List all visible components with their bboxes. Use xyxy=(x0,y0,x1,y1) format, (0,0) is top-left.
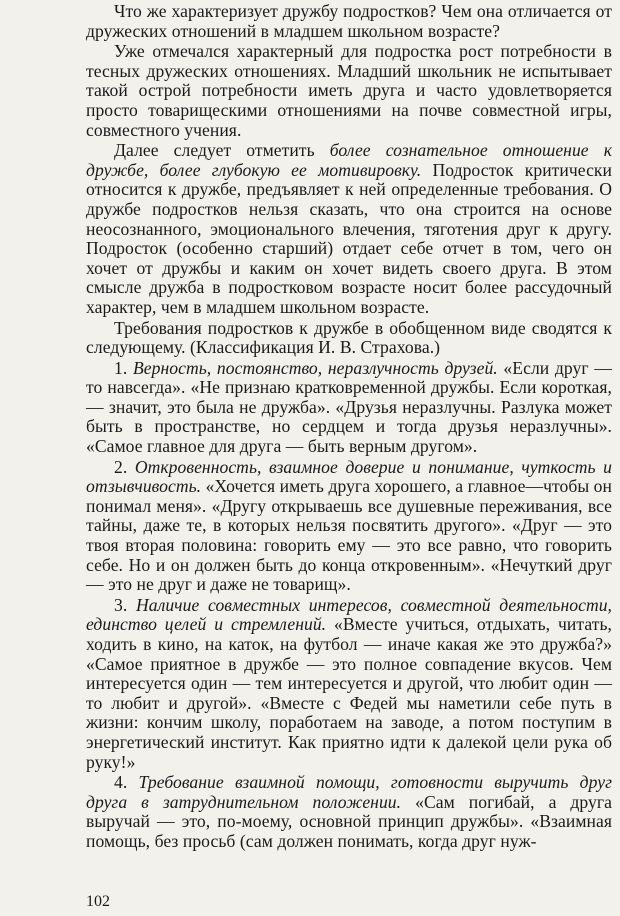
text-segment: 2. xyxy=(114,456,135,477)
page-number: 102 xyxy=(86,893,110,910)
text-segment: Требования подростков к дружбе в обобщенном виде сводятся к следующему. (Классификация И. В. Страхова.) xyxy=(86,317,612,358)
paragraph xyxy=(86,141,612,317)
italic-text: Откровенность, взаимное доверие и понимание, чуткость и отзывчивость. xyxy=(86,456,612,497)
paragraph xyxy=(86,596,612,772)
paragraph xyxy=(86,2,612,41)
text-segment: Уже отмечался характерный для подростка рост потребности в тесных дружеских отношениях. Младший школьник не испытывает такой острой потребности иметь друга и часто удовлетворяется просто товарищескими отношениями на почве совместной игры, совместного учения. xyxy=(86,41,612,140)
text-segment: 1. xyxy=(114,357,133,378)
text-segment: «Сам погибай, а друга выручай — это, по-моему, основной принцип дружбы». «Взаимная помощь, без просьб (сам должен понимать, когда друг нуж- xyxy=(86,791,613,851)
text-segment: «Вместе учиться, отдыхать, читать, ходить в кино, на каток, на футбол — иначе какая же это дружба?» «Самое приятное в дружбе — это полное совпадение вкусов. Чем интересуется один — тем интересуется и другой, что любит один — то любит и другой». «Вместе с Федей мы наметили себе путь в жизни: кончим школу, поработаем на заводе, а потом поступим в энергетический институт. Как приятно идти к далекой цели рука об руку!» xyxy=(86,614,613,772)
italic-text: Верность, постоянство, неразлучность друзей. xyxy=(132,357,498,378)
paragraph xyxy=(86,359,612,457)
paragraph xyxy=(86,42,612,140)
text-segment: «Хочется иметь друга хорошего, а главное—чтобы он понимал меня». «Другу открываешь все душевные переживания, все тайны, даже те, в которых нельзя посвятить другого». «Друг — это твоя вторая половина: говорить ему — это все равно, что говорить себе. Но и он должен быть до конца откровенным». «Нечуткий друг — это не друг и даже не товарищ». xyxy=(86,476,612,595)
text-segment: Далее следует отметить xyxy=(114,140,330,161)
text-segment: 3. xyxy=(114,594,136,615)
page-text xyxy=(86,2,612,852)
text-segment: Что же характеризует дружбу подростков? Чем она отличается от дружеских отношений в младшем школьном возрасте? xyxy=(86,1,612,41)
text-segment: 4. xyxy=(114,772,139,793)
paragraph xyxy=(86,458,612,595)
italic-text: Требование взаимной помощи, готовности выручить друг друга в затруднительном положении. xyxy=(86,772,612,812)
text-segment: Подросток критически относится к дружбе, предъявляет к ней определенные требования. О дружбе подростков нельзя сказать, что она строится на основе неосознанного, эмоционального влечения, тяготения друг к другу. Подросток (особенно старший) отдает себе отчет в том, чего он хочет от дружбы и каким он хочет видеть своего друга. В этом смысле дружба в подростковом возрасте носит более рассудочный характер, чем в младшем школьном возрасте. xyxy=(86,159,612,317)
italic-text: более сознательное отношение к дружбе, более глубокую ее мотивировку. xyxy=(86,140,612,180)
text-segment: «Если друг — то навсегда». «Не признаю кратковременной дружбы. Если короткая, — значит, это была не дружба». «Друзья неразлучны. Разлука может быть в пространстве, но сердцем и тогда друзья неразлучны». «Самое главное для друга — быть верным другом». xyxy=(86,357,612,457)
italic-text: Наличие совместных интересов, совместной деятельности, единство целей и стремлений. xyxy=(86,594,612,635)
paragraph xyxy=(86,773,612,851)
paragraph xyxy=(86,319,612,358)
